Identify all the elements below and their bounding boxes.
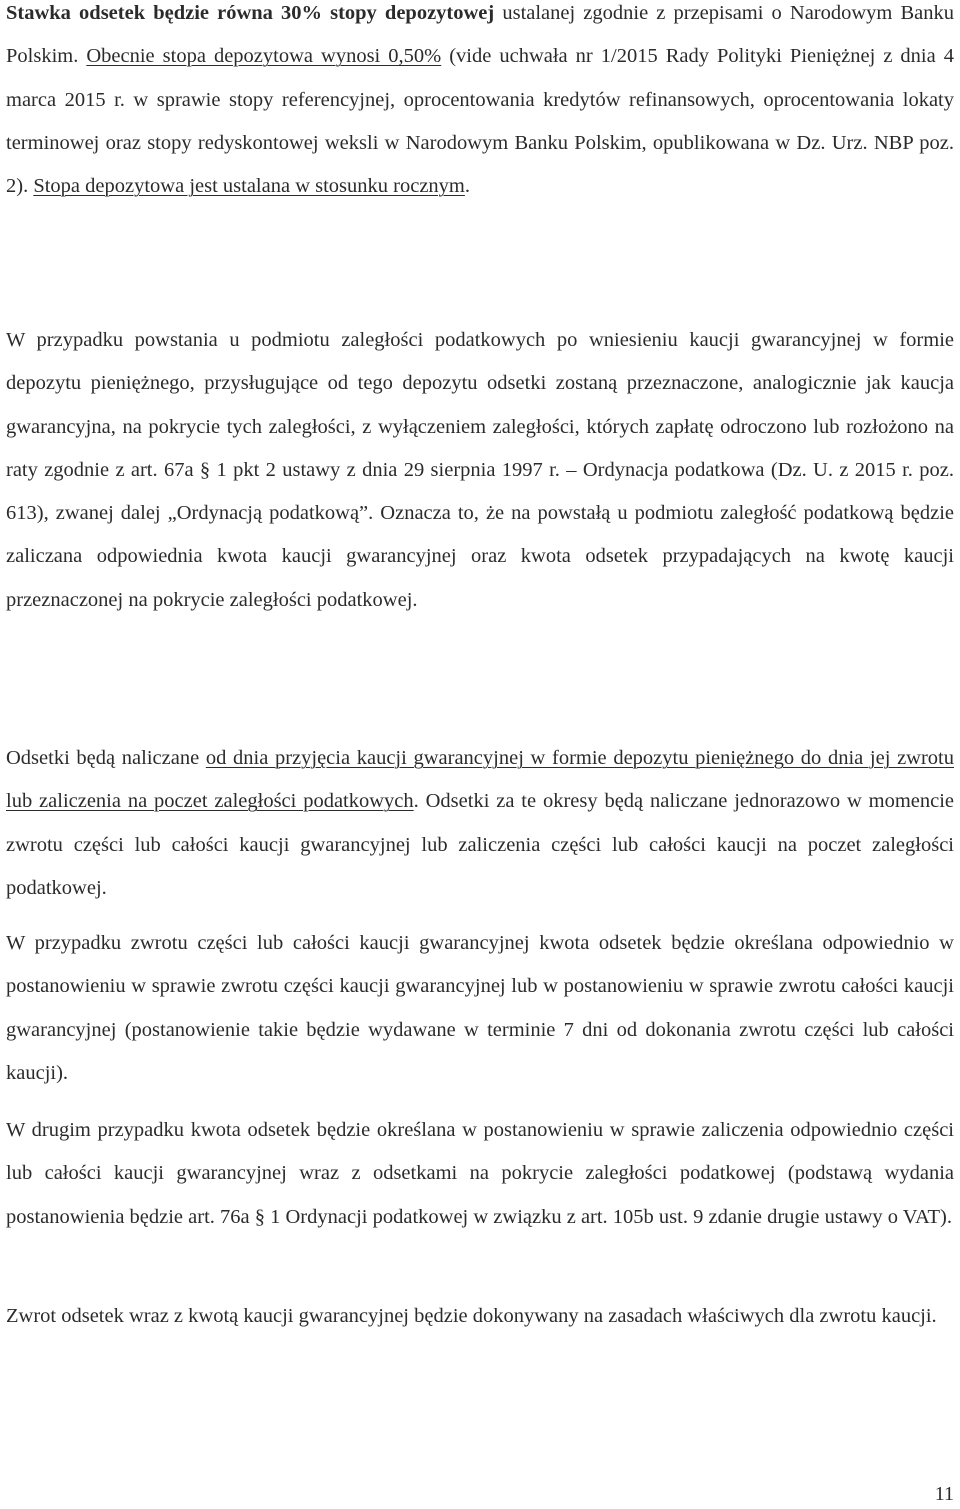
text-segment: (vide uchwała nr 1/2015 Rady Polityki Pieniężnej z dnia 4 marca 2015 r. w sprawie stopy referencyjnej, oprocentowania kredytów refinansowych, oprocentowania lokaty terminowej oraz stopy redyskontowej weksli w Narodowym Banku Polskim, opublikowana w Dz. Urz. NBP poz. 2). [6, 45, 954, 198]
paragraph-interest-accrual [6, 737, 954, 910]
paragraph-deposit-rate [6, 0, 954, 208]
underlined-accrual-period: od dnia przyjęcia kaucji gwarancyjnej w formie depozytu pieniężnego do dnia jej zwrotu lub zaliczenia na poczet zaległości podatkowych [6, 747, 954, 813]
page-number: 11 [934, 1483, 954, 1505]
underlined-current-rate: Obecnie stopa depozytowa wynosi 0,50% [86, 45, 442, 68]
underlined-annual-basis: Stopa depozytowa jest ustalana w stosunku rocznym [33, 175, 465, 198]
text-segment: ustalanej zgodnie z przepisami o Narodowym Banku Polskim. [6, 2, 955, 68]
paragraph-refund-case: W przypadku zwrotu części lub całości kaucji gwarancyjnej kwota odsetek będzie określana odpowiednio w postanowieniu w sprawie zwrotu części kaucji gwarancyjnej lub w postanowieniu w sprawie zwrotu całości kaucji gwarancyjnej (postanowienie takie będzie wydawane w terminie 7 dni od dokonania zwrotu części lub całości kaucji). [6, 932, 954, 1084]
paragraph-tax-arrears: W przypadku powstania u podmiotu zaległości podatkowych po wniesieniu kaucji gwarancyjnej w formie depozytu pieniężnego, przysługujące od tego depozytu odsetki zostaną przeznaczone, analogicznie jak kaucja gwarancyjna, na pokrycie tych zaległości, z wyłączeniem zaległości, których zapłatę odroczono lub rozłożono na raty zgodnie z art. 67a § 1 pkt 2 ustawy z dnia 29 sierpnia 1997 r. – Ordynacja podatkowa (Dz. U. z 2015 r. poz. 613), zwanej dalej „Ordynacją podatkową”. Oznacza to, że na powstałą u podmiotu zaległość podatkową będzie zaliczana odpowiednia kwota kaucji gwarancyjnej oraz kwota odsetek przypadających na kwotę kaucji przeznaczonej na pokrycie zaległości podatkowej. [6, 329, 954, 611]
text-segment: . Odsetki za te okresy będą naliczane jednorazowo w momencie zwrotu części lub całości kaucji gwarancyjnej lub zaliczenia części lub całości kaucji na poczet zaległości podatkowej. [6, 790, 955, 899]
text-segment: Odsetki będą naliczane [6, 747, 206, 769]
bold-rate-statement: Stawka odsetek będzie równa 30% stopy depozytowej [6, 2, 495, 24]
text-segment: . [464, 175, 471, 198]
paragraph-refund-rules: Zwrot odsetek wraz z kwotą kaucji gwarancyjnej będzie dokonywany na zasadach właściwych dla zwrotu kaucji. [6, 1305, 937, 1327]
paragraph-offset-case: W drugim przypadku kwota odsetek będzie określana w postanowieniu w sprawie zaliczenia odpowiednio części lub całości kaucji gwarancyjnej wraz z odsetkami na pokrycie zaległości podatkowej (podstawą wydania postanowienia będzie art. 76a § 1 Ordynacji podatkowej w związku z art. 105b ust. 9 zdanie drugie ustawy o VAT). [6, 1119, 954, 1228]
